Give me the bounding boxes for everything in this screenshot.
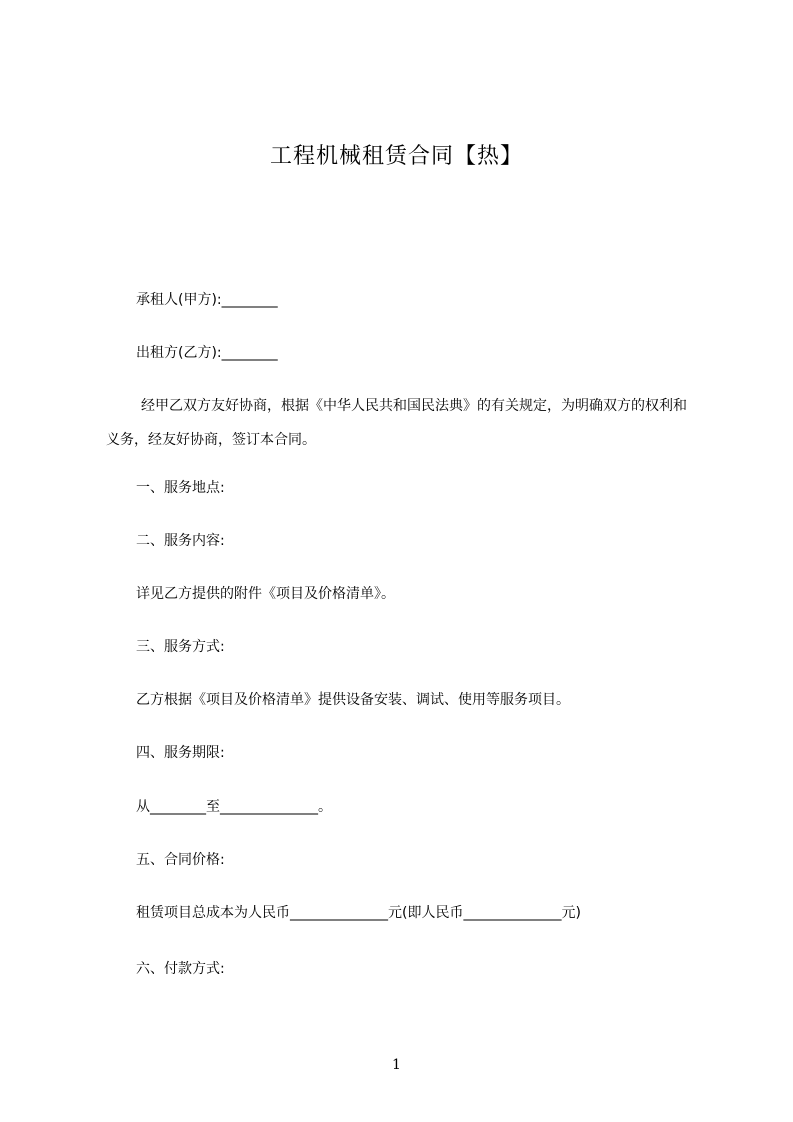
lessee-line: 承租人(甲方):________ [136, 292, 278, 308]
section-3-body: 乙方根据《项目及价格清单》提供设备安装、调试、使用等服务项目。 [136, 692, 570, 708]
section-1-heading: 一、服务地点: [136, 480, 225, 496]
section-4-heading: 四、服务期限: [136, 745, 225, 761]
section-4-body: 从________至______________。 [136, 799, 332, 815]
section-6-heading: 六、付款方式: [136, 961, 225, 977]
section-2-body: 详见乙方提供的附件《项目及价格清单》。 [136, 586, 395, 602]
section-2-heading: 二、服务内容: [136, 533, 225, 549]
intro-paragraph: 经甲乙双方友好协商，根据《中华人民共和国民法典》的有关规定，为明确双方的权利和义务，经友好协商，签订本合同。 [106, 398, 687, 448]
lessor-line: 出租方(乙方):________ [136, 345, 278, 361]
page-number: 1 [392, 1057, 401, 1073]
document-title: 工程机械租赁合同【热】 [269, 144, 523, 169]
section-3-heading: 三、服务方式: [136, 639, 225, 655]
section-5-heading: 五、合同价格: [136, 852, 225, 868]
section-5-body: 租赁项目总成本为人民币______________元(即人民币______________元) [136, 905, 581, 921]
